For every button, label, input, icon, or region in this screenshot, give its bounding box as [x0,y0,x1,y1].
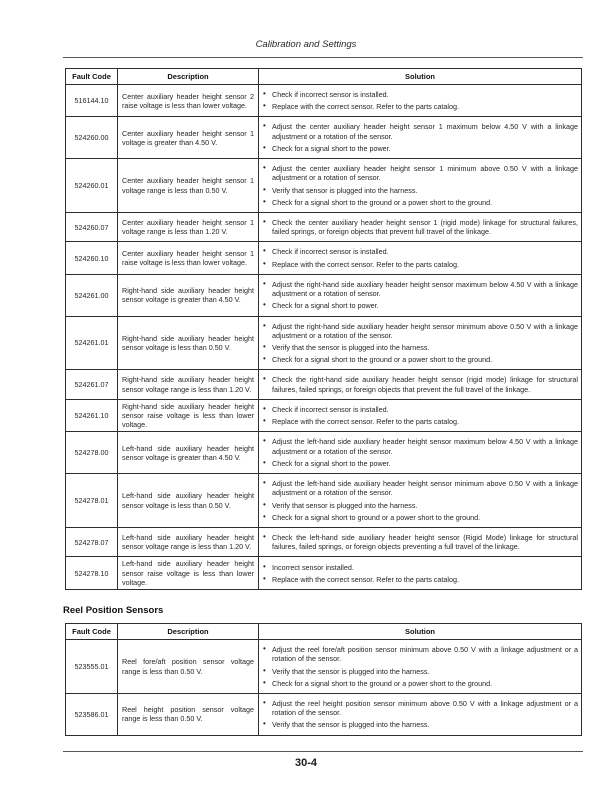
solution-item: • Adjust the left-hand side auxiliary header height sensor minimum above 0.50 V with a linkage adjustment or a rotation of the sensor. [261,479,578,497]
solution-list [261,118,578,157]
solution-item: • Replace with the correct sensor. Refer to the parts catalog. [261,417,578,426]
description-cell: Right-hand side auxiliary header height sensor raise voltage is less than lower voltage. [118,399,259,432]
solution-item: • Incorrect sensor installed. [261,563,578,572]
fault-row [66,117,582,159]
solution-cell [259,117,582,159]
fault-row [66,693,582,735]
solution-item: • Verify that sensor is plugged into the harness. [261,501,578,510]
header-rule [63,57,583,58]
solution-list [261,641,578,692]
fault-row [66,242,582,274]
solution-item: • Verify that the sensor is plugged into the harness. [261,720,578,729]
solution-item: • Check for a signal short to ground or a power short to the ground. [261,513,578,522]
description-cell: Center auxiliary header height sensor 1 voltage is greater than 4.50 V. [118,117,259,159]
fault-row [66,316,582,370]
solution-cell [259,399,582,432]
fault-row [66,85,582,117]
fault-row [66,370,582,399]
solution-list [261,559,578,588]
solution-item: • Adjust the center auxiliary header height sensor 1 maximum below 4.50 V with a linkage adjustment or a rotation of the sensor. [261,122,578,140]
fault-code-cell: 524260.00 [66,117,118,159]
fault-row [66,274,582,316]
solution-cell [259,159,582,213]
solution-item: • Adjust the reel fore/aft position sensor minimum above 0.50 V with a linkage adjustment or a rotation of the sensor. [261,645,578,663]
description-column-header: Description [118,69,259,85]
solution-cell [259,316,582,370]
solution-item: • Check for a signal short to the ground or a power short to the ground. [261,198,578,207]
solution-cell [259,474,582,528]
fault-table-body [66,85,582,590]
aux-header-height-fault-table [65,68,582,590]
footer-rule [63,751,583,752]
running-header: Calibration and Settings [255,39,357,50]
solution-cell [259,693,582,735]
solution-list [261,160,578,211]
fault-code-cell: 524261.01 [66,316,118,370]
solution-cell [259,432,582,474]
solution-list [261,433,578,472]
description-cell: Left-hand side auxiliary header height sensor voltage range is less than 1.20 V. [118,528,259,557]
solution-item: • Check the center auxiliary header height sensor 1 (rigid mode) linkage for structural failures, failed springs, or foreign objects that prevent full travel of the linkage. [261,218,578,236]
solution-list [261,695,578,734]
solution-item: • Verify that the sensor is plugged into the harness. [261,343,578,352]
section-title-reel-position-sensors: Reel Position Sensors [63,605,164,617]
fault-code-column-header: Fault Code [66,69,118,85]
fault-row [66,159,582,213]
description-column-header: Description [118,624,259,640]
page-content [65,68,582,736]
fault-code-cell: 524260.10 [66,242,118,274]
fault-code-cell: 524278.00 [66,432,118,474]
solution-cell [259,212,582,241]
solution-item: • Check if incorrect sensor is installed. [261,90,578,99]
description-cell: Right-hand side auxiliary header height sensor voltage is greater than 4.50 V. [118,274,259,316]
fault-row [66,557,582,590]
description-cell: Reel height position sensor voltage range is less than 0.50 V. [118,693,259,735]
solution-item: • Adjust the left-hand side auxiliary header height sensor maximum below 4.50 V with a linkage adjustment or a rotation of the sensor. [261,437,578,455]
fault-code-cell: 524261.10 [66,399,118,432]
solution-item: • Replace with the correct sensor. Refer to the parts catalog. [261,102,578,111]
fault-code-cell: 524278.07 [66,528,118,557]
fault-code-column-header: Fault Code [66,624,118,640]
solution-cell [259,242,582,274]
solution-cell [259,557,582,590]
table-header-row [66,624,582,640]
fault-row [66,474,582,528]
solution-list [261,371,578,397]
fault-row [66,528,582,557]
fault-table-body [66,640,582,736]
fault-code-cell: 516144.10 [66,85,118,117]
solution-list [261,318,578,369]
fault-row [66,432,582,474]
description-cell: Right-hand side auxiliary header height sensor voltage is less than 0.50 V. [118,316,259,370]
solution-item: • Check the left-hand side auxiliary header height sensor (Rigid Mode) linkage for structural failures, failed springs, or foreign objects preventing a full travel of the linkage. [261,533,578,551]
fault-code-cell: 524261.00 [66,274,118,316]
fault-code-cell: 524261.07 [66,370,118,399]
solution-item: • Check for a signal short to the ground or a power short to the ground. [261,355,578,364]
solution-cell [259,640,582,694]
description-cell: Reel fore/aft position sensor voltage range is less than 0.50 V. [118,640,259,694]
solution-item: • Replace with the correct sensor. Refer to the parts catalog. [261,260,578,269]
solution-item: • Adjust the reel height position sensor minimum above 0.50 V with a linkage adjustment or a rotation of the sensor. [261,699,578,717]
fault-code-cell: 524278.01 [66,474,118,528]
solution-item: • Verify that sensor is plugged into the harness. [261,186,578,195]
solution-cell [259,528,582,557]
description-cell: Left-hand side auxiliary header height sensor voltage is greater than 4.50 V. [118,432,259,474]
description-cell: Center auxiliary header height sensor 1 voltage range is less than 1.20 V. [118,212,259,241]
solution-list [261,86,578,115]
fault-row [66,640,582,694]
solution-list [261,401,578,430]
solution-column-header: Solution [259,624,582,640]
fault-code-cell: 524260.07 [66,212,118,241]
solution-cell [259,85,582,117]
solution-item: • Check for a signal short to power. [261,301,578,310]
solution-item: • Check for a signal short to the power. [261,459,578,468]
solution-list [261,475,578,526]
description-cell: Center auxiliary header height sensor 1 raise voltage is less than lower voltage. [118,242,259,274]
solution-list [261,214,578,240]
solution-item: • Check for a signal short to the power. [261,144,578,153]
solution-list [261,276,578,315]
fault-code-cell: 523586.01 [66,693,118,735]
solution-item: • Replace with the correct sensor. Refer to the parts catalog. [261,575,578,584]
fault-row [66,212,582,241]
table-header-row [66,69,582,85]
solution-item: • Check if incorrect sensor is installed. [261,405,578,414]
fault-code-cell: 524278.10 [66,557,118,590]
description-cell: Right-hand side auxiliary header height sensor voltage range is less than 1.20 V. [118,370,259,399]
solution-list [261,243,578,272]
solution-item: • Adjust the right-hand side auxiliary header height sensor minimum above 0.50 V with a linkage adjustment or a rotation of the sensor. [261,322,578,340]
solution-item: • Check if incorrect sensor is installed. [261,247,578,256]
solution-item: • Check for a signal short to the ground or a power short to the ground. [261,679,578,688]
page-number: 30-4 [294,757,318,769]
fault-code-cell: 523555.01 [66,640,118,694]
fault-row [66,399,582,432]
solution-item: • Adjust the center auxiliary header height sensor 1 minimum above 0.50 V with a linkage adjustment or a rotation of sensor. [261,164,578,182]
solution-list [261,529,578,555]
solution-item: • Verify that the sensor is plugged into the harness. [261,667,578,676]
solution-item: • Adjust the right-hand side auxiliary header height sensor maximum below 4.50 V with a linkage adjustment or a rotation of sensor. [261,280,578,298]
fault-code-cell: 524260.01 [66,159,118,213]
solution-item: • Check the right-hand side auxiliary header height sensor (rigid mode) linkage for structural failures, failed springs, or foreign objects that prevent the full travel of the linkage. [261,375,578,393]
solution-cell [259,274,582,316]
description-cell: Left-hand side auxiliary header height sensor raise voltage is less than lower voltage. [118,557,259,590]
description-cell: Left-hand side auxiliary header height sensor voltage is less than 0.50 V. [118,474,259,528]
reel-position-fault-table [65,623,582,736]
description-cell: Center auxiliary header height sensor 2 raise voltage is less than lower voltage. [118,85,259,117]
solution-cell [259,370,582,399]
solution-column-header: Solution [259,69,582,85]
description-cell: Center auxiliary header height sensor 1 voltage range is less than 0.50 V. [118,159,259,213]
